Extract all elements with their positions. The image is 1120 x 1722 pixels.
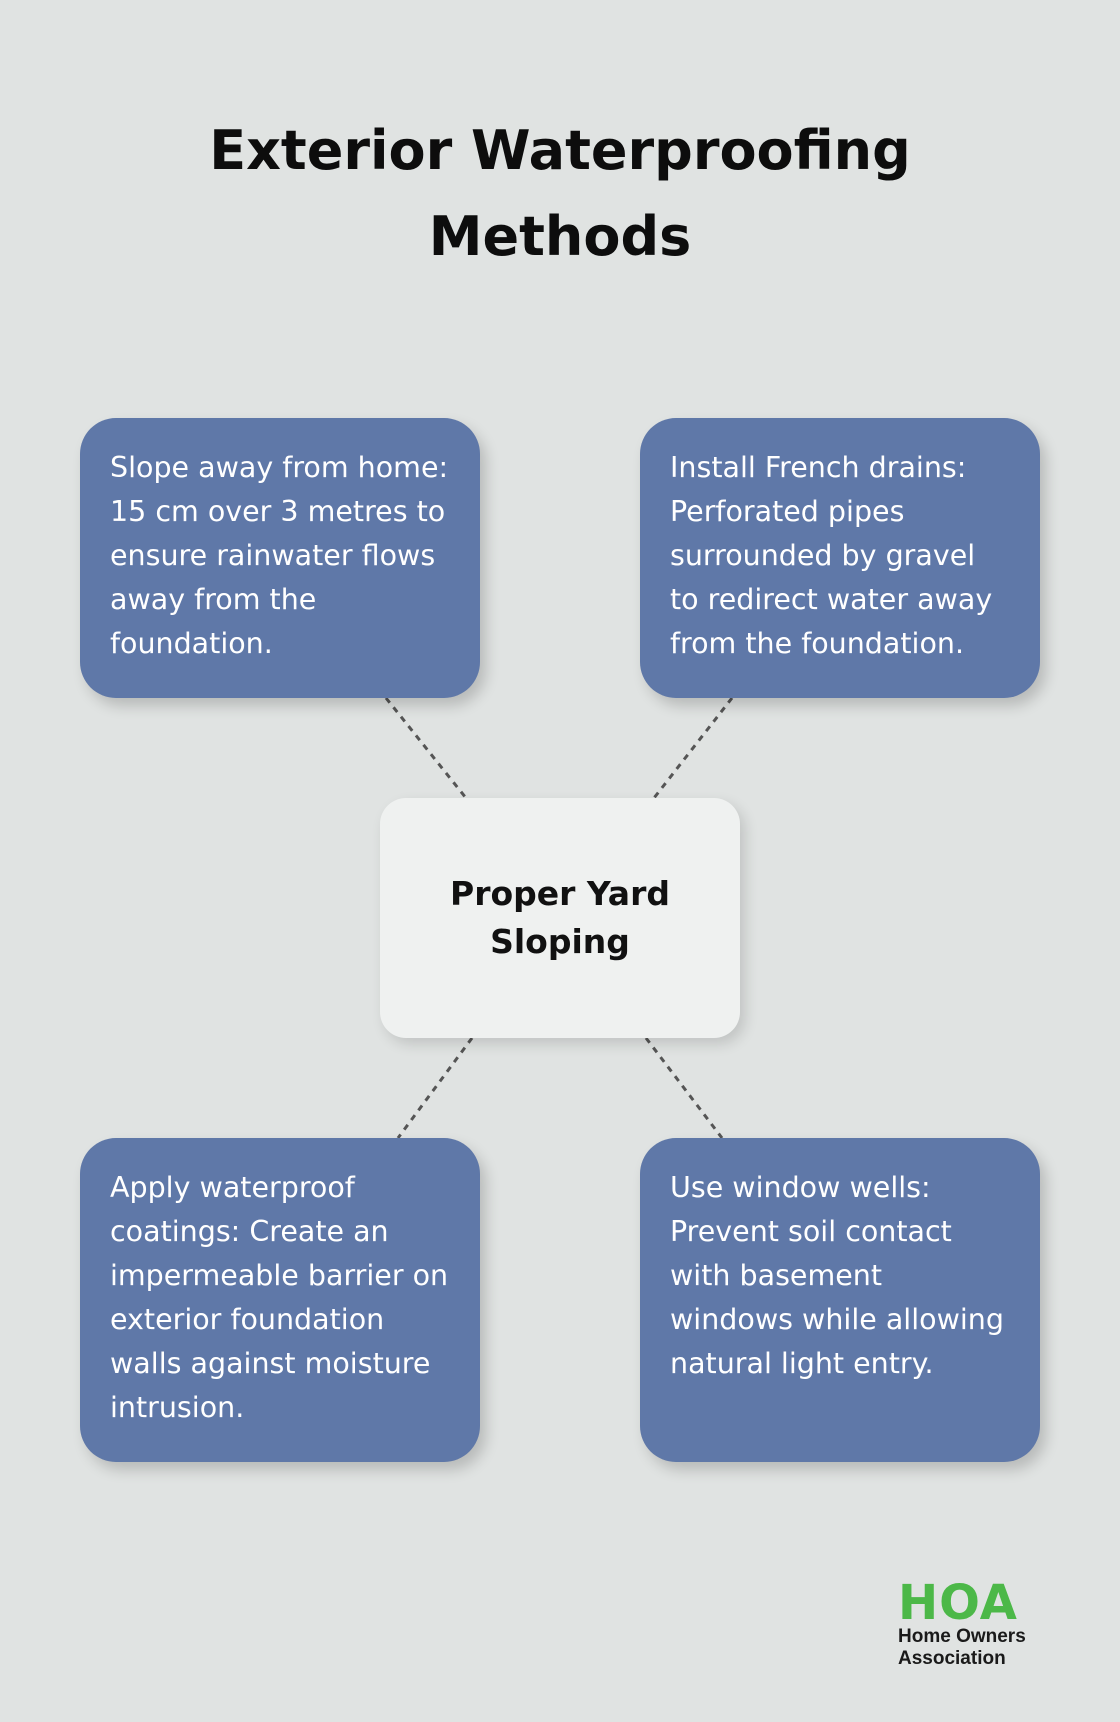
method-card-window-wells: Use window wells: Prevent soil contact with basement windows while allowing natural light entry. [640,1138,1040,1462]
central-node-label: Proper Yard Sloping [450,874,670,961]
hoa-logo-mark: HOA [898,1575,1018,1631]
method-card-french-drains: Install French drains: Perforated pipes surrounded by gravel to redirect water away from the foundation. [640,418,1040,698]
method-card-waterproof-coatings: Apply waterproof coatings: Create an impermeable barrier on exterior foundation walls against moisture intrusion. [80,1138,480,1462]
connector-bottom-right [646,1038,722,1138]
method-card-yard-sloping: Slope away from home: 15 cm over 3 metres to ensure rainwater flows away from the foundation. [80,418,480,698]
hoa-logo [898,1575,1068,1670]
hoa-logo-line1: Home Owners [898,1626,1026,1647]
page-title: Exterior Waterproofing Methods [209,119,911,268]
connector-top-left [386,698,466,798]
connector-bottom-left [398,1038,472,1138]
hoa-logo-line2: Association [898,1648,1006,1669]
connector-top-right [654,698,732,798]
central-node [380,798,740,1038]
